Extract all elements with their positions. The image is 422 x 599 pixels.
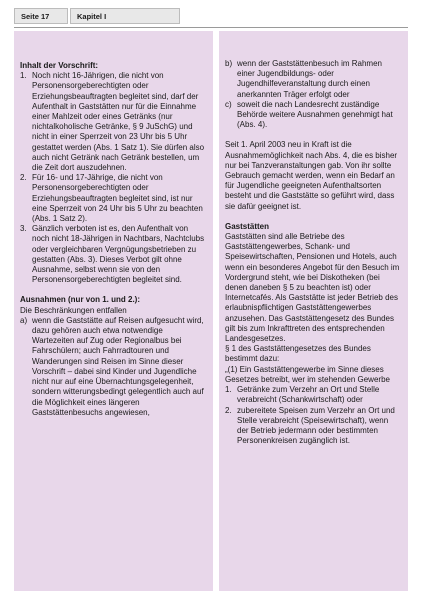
list-item bbox=[225, 406, 400, 447]
list-item bbox=[225, 59, 400, 100]
list-marker: 1. bbox=[20, 71, 27, 81]
rule-list bbox=[20, 71, 205, 285]
list-text: Noch nicht 16-Jährigen, die nicht von Personensorgeberechtigten oder Erziehungsbeauftragten begleitet sind, darf der Aufenthalt in Gaststätten nur für die Einnahme einer Mahlzeit oder eines Getränks (nur nichtalkoholische Getränke, § 9 JuSchG) und nicht in einer Sperrzeit von 23 Uhr bis 5 Uhr gestattet werden (Abs. 1 Satz 1). Sie dürfen also auch nicht Getränk nach Getränk bestellen, um die Zeit dort auszudehnen. bbox=[32, 71, 205, 173]
list-marker: 3. bbox=[20, 224, 27, 234]
list-item bbox=[20, 71, 205, 173]
list-text: soweit die nach Landesrecht zuständige Behörde weitere Ausnahmen genehmigt hat (Abs. 4). bbox=[237, 99, 393, 130]
law-intro: § 1 des Gaststättengesetzes des Bundes bestimmt dazu: bbox=[225, 344, 371, 364]
list-text: zubereitete Speisen zum Verzehr an Ort und Stelle verabreicht (Speisewirtschaft), wenn der Betrieb jedermann oder bestimmten Personenkreisen zugänglich ist. bbox=[237, 405, 395, 446]
left-column bbox=[14, 31, 213, 591]
list-marker: a) bbox=[20, 315, 28, 325]
list-item bbox=[225, 100, 400, 131]
law-list bbox=[225, 385, 400, 446]
exceptions-heading: Ausnahmen (nur von 1. und 2.): bbox=[20, 295, 141, 305]
list-text: Gänzlich verboten ist es, den Aufenthalt von noch nicht 18-Jährigen in Nachtbars, Nachtclubs oder vergleichbaren Vergnügungsbetrieben zu gestatten (Abs. 3). Dieses Verbot gilt ohne Ausnahme, selbst wenn sie von den Personensorgeberechtigten begleitet sind. bbox=[32, 224, 205, 285]
list-marker: c) bbox=[225, 99, 232, 109]
page-number: Seite 17 bbox=[14, 8, 68, 24]
gaststaetten-text: Gaststätten sind alle Betriebe des Gaststättengewerbes, Schank- und Speisewirtschaften, Pensionen und Hotels, auch wenn ein besonderes Angebot für den Besuch im Vordergrund steht, wie bei Diskotheken (bei denen daneben § 5 zu beachten ist) oder Internetcafés. Als Gaststätte ist jeder Betrieb des erlaubnispflichtigen Gaststättengewerbes anzusehen. Das Gaststättengesetz des Bundes gilt bis zum Inkrafttreten des entsprechenden Landesgesetzes. bbox=[225, 232, 400, 344]
list-marker: 2. bbox=[20, 173, 27, 183]
section-heading: Gaststätten bbox=[225, 221, 270, 231]
amendment-paragraph: Seit 1. April 2003 neu in Kraft ist die Ausnahmemöglichkeit nach Abs. 4, die es bisher nur bei Tanzveranstaltungen gab. Von ihr sollte Gebrauch gemacht werden, wenn ein Bedarf an für Jugendliche geeigneten Aufenthaltsorten besteht und die Gaststätte so geführt wird, dass sie dafür geeignet ist. bbox=[225, 140, 398, 211]
list-text: wenn der Gaststättenbesuch im Rahmen einer Jugendbildungs- oder Jugendhilfeveranstaltung durch einen anerkannten Träger erfolgt oder bbox=[237, 59, 382, 99]
law-quote: „(1) Ein Gaststättengewerbe im Sinne dieses Gesetzes betreibt, wer im stehenden Gewerbe bbox=[225, 364, 390, 384]
list-item bbox=[20, 173, 205, 224]
header-rule bbox=[14, 27, 408, 28]
exceptions-intro: Die Beschränkungen entfallen bbox=[20, 305, 127, 315]
chapter-label: Kapitel I bbox=[70, 8, 180, 24]
list-item bbox=[20, 224, 205, 285]
list-marker: b) bbox=[225, 59, 233, 68]
right-column bbox=[219, 31, 408, 591]
page-header bbox=[14, 8, 408, 24]
list-marker: 2. bbox=[225, 405, 232, 415]
exceptions-list-continued bbox=[225, 59, 400, 130]
list-item bbox=[225, 385, 400, 405]
list-marker: 1. bbox=[225, 385, 232, 395]
exceptions-list bbox=[20, 316, 205, 418]
content-heading: Inhalt der Vorschrift: bbox=[20, 61, 99, 70]
list-text: Für 16- und 17-Jährige, die nicht von Personensorgeberechtigten oder Erziehungsbeauftragten begleitet sind, ist nur eine Sperrzeit von 24 Uhr bis 5 Uhr zu beachten (Abs. 1 Satz 2). bbox=[32, 173, 203, 224]
list-text: Getränke zum Verzehr an Ort und Stelle verabreicht (Schankwirtschaft) oder bbox=[237, 385, 380, 405]
list-text: wenn die Gaststätte auf Reisen aufgesucht wird, dazu gehören auch etwa notwendige Wartezeiten auf Zug oder Regionalbus bei Fahrschülern; auch Fahrradtouren und Wanderungen sind Reisen im Sinne dieser Vorschrift – dabei sind Kinder und Jugendliche nicht nur auf eine Übernachtungsgelegenheit, sondern witterungsbedingt gelegentlich auch auf die Möglichkeit eines längeren Gaststättenbesuchs angewiesen, bbox=[32, 315, 204, 417]
list-item bbox=[20, 316, 205, 418]
